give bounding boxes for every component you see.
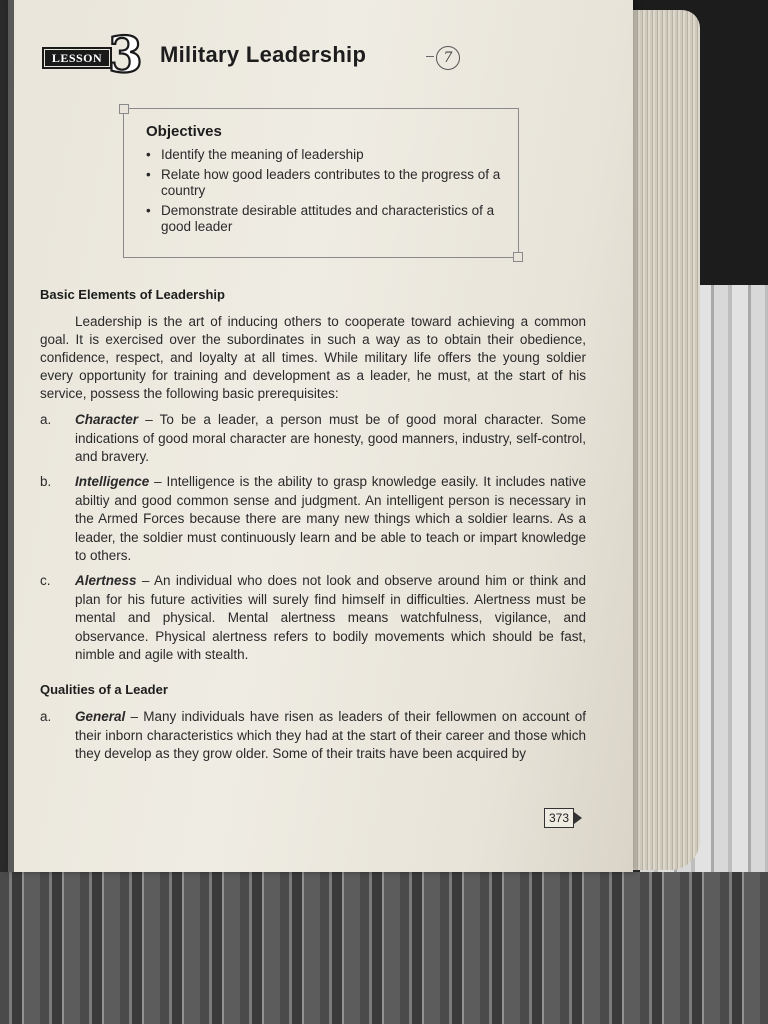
objective-item: • Relate how good leaders contributes to the progress of a country	[146, 167, 501, 198]
book-spine	[8, 0, 14, 872]
intro-paragraph: Leadership is the art of inducing others to cooperate toward achieving a common goal. It is exercised over the subordinates in such a way as to obtain their obedience, confidence, respect, and loyalty at all times. While military life offers the young soldier every opportunity for training and development as a leader, he must, at the start of his service, possess the following basic prerequisites:	[40, 314, 586, 401]
lesson-title: Military Leadership	[160, 42, 367, 67]
bullet-icon: •	[146, 147, 151, 162]
list-item-general: a. General – Many individuals have risen as leaders of their fellowmen on account of their inborn characteristics which they had at the start of their career and those which they develop as they grow older. Some of their traits have been acquired by	[40, 709, 586, 761]
section-heading-basic-elements: Basic Elements of Leadership	[40, 287, 225, 302]
list-item-character: a. Character – To be a leader, a person must be of good moral character. Some indications of good moral character are honesty, good manners, industry, self-control, and bravery.	[40, 412, 586, 464]
term-character: Character	[75, 412, 139, 427]
lesson-badge	[42, 47, 112, 69]
section-heading-qualities: Qualities of a Leader	[40, 682, 168, 697]
book-page	[8, 0, 633, 872]
background-bottom-area	[0, 872, 768, 1024]
handwritten-page-note: 7	[436, 46, 460, 70]
term-alertness: Alertness	[75, 573, 137, 588]
lesson-badge-label: LESSON	[51, 51, 103, 65]
term-intelligence: Intelligence	[75, 474, 150, 489]
objective-item: • Demonstrate desirable attitudes and characteristics of a good leader	[146, 203, 495, 234]
objectives-list	[146, 147, 506, 239]
objective-item: • Identify the meaning of leadership	[146, 147, 364, 162]
term-general: General	[75, 709, 126, 724]
objectives-box	[123, 108, 519, 258]
list-item-alertness: c. Alertness – An individual who does not look and observe around him or think and plan for his future activities will surely find himself in difficulties. Alertness must be mental and physical. Mental alertness means watchfulness, vigilance, and observance. Physical alertness refers to bodily movements which should be fast, nimble and agile with stealth.	[40, 573, 586, 662]
objectives-title: Objectives	[146, 123, 222, 140]
bullet-icon: •	[146, 167, 151, 182]
page-arrow-icon	[574, 812, 582, 824]
list-item-intelligence: b. Intelligence – Intelligence is the ability to grasp knowledge easily. It includes native abiltiy and good common sense and judgment. An intelligent person is necessary in the Armed Forces because there are many new things which a soldier learns. As a leader, the soldier must continuously learn and be able to teach or impart knowledge to others.	[40, 474, 586, 563]
handwritten-dash	[426, 56, 434, 57]
bullet-icon: •	[146, 203, 151, 218]
page-number: 373	[544, 808, 574, 828]
lesson-number: 3	[108, 25, 143, 84]
